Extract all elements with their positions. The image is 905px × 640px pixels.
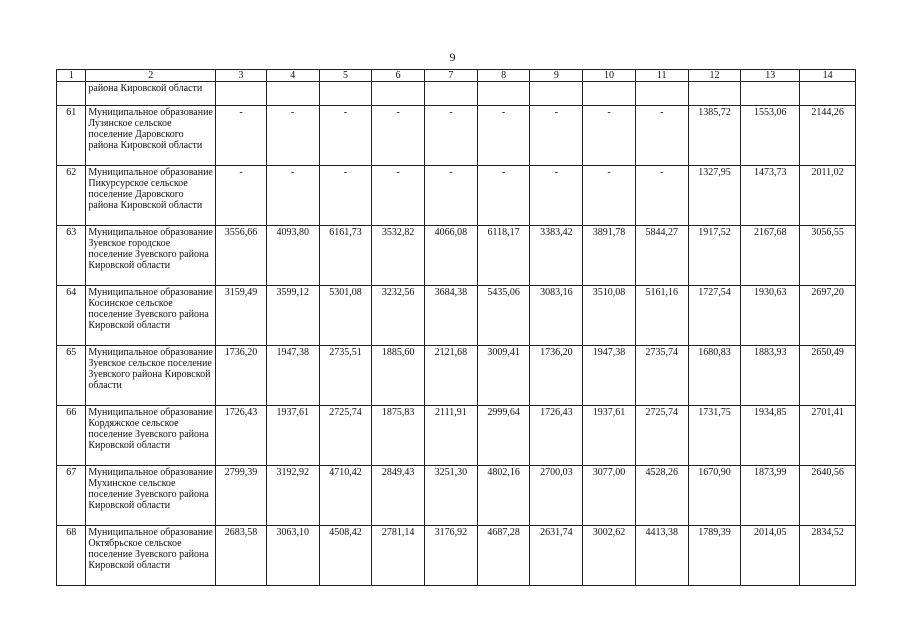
column-header: 9 [530,70,583,82]
value-cell: - [530,106,583,166]
value-cell: - [635,166,688,226]
value-cell: 1947,38 [583,346,636,406]
value-cell: - [635,106,688,166]
row-number-cell: 63 [57,226,86,286]
value-cell: 2781,14 [372,526,425,586]
row-number-cell: 68 [57,526,86,586]
page-number: 9 [449,50,456,64]
value-cell: 3891,78 [583,226,636,286]
value-cell: 1937,61 [266,406,319,466]
value-cell: 1947,38 [266,346,319,406]
value-cell: - [583,106,636,166]
value-cell: 2700,03 [530,466,583,526]
column-header: 14 [800,70,856,82]
value-cell: 1883,93 [741,346,800,406]
value-cell: 1553,06 [741,106,800,166]
value-cell: 2725,74 [635,406,688,466]
value-cell: 1934,85 [741,406,800,466]
value-cell: 2735,51 [319,346,372,406]
value-cell: - [319,106,372,166]
value-cell: 6118,17 [477,226,530,286]
value-cell: 3383,42 [530,226,583,286]
value-cell: 3077,00 [583,466,636,526]
value-cell: 4066,08 [425,226,478,286]
column-header: 2 [86,70,216,82]
value-cell: 4710,42 [319,466,372,526]
value-cell: 1680,83 [688,346,741,406]
value-cell: 3002,62 [583,526,636,586]
value-cell: - [372,106,425,166]
value-cell: 3056,55 [800,226,856,286]
row-number-cell [57,82,86,106]
value-cell: 1873,99 [741,466,800,526]
value-cell: 3556,66 [216,226,267,286]
value-cell: 3251,30 [425,466,478,526]
municipality-name-cell: Муниципальное образование Косинское сельское поселение Зуевского района Кировской области [86,286,216,346]
data-table [56,69,856,586]
value-cell: 3510,08 [583,286,636,346]
value-cell: 3083,16 [530,286,583,346]
column-header: 3 [216,70,267,82]
value-cell: - [477,166,530,226]
value-cell [216,82,267,106]
value-cell: 1789,39 [688,526,741,586]
value-cell: - [372,166,425,226]
municipality-name-cell: Муниципальное образование Октябрьское сельское поселение Зуевского района Кировской области [86,526,216,586]
value-cell: 2999,64 [477,406,530,466]
table-row [57,82,856,106]
value-cell: 3232,56 [372,286,425,346]
table-row [57,346,856,406]
table-body [57,70,856,586]
value-cell: 1731,75 [688,406,741,466]
value-cell: 1727,54 [688,286,741,346]
value-cell: 4802,16 [477,466,530,526]
value-cell [688,82,741,106]
row-number-cell: 64 [57,286,86,346]
column-header: 1 [57,70,86,82]
value-cell: - [530,166,583,226]
value-cell: 1670,90 [688,466,741,526]
value-cell: 4687,28 [477,526,530,586]
value-cell: 2631,74 [530,526,583,586]
value-cell [372,82,425,106]
value-cell: 3009,41 [477,346,530,406]
value-cell [319,82,372,106]
value-cell: - [266,106,319,166]
row-number-cell: 67 [57,466,86,526]
municipality-name-cell: района Кировской области [86,82,216,106]
table-row [57,166,856,226]
value-cell: 2011,02 [800,166,856,226]
value-cell: 3159,49 [216,286,267,346]
value-cell: - [477,106,530,166]
value-cell: 2144,26 [800,106,856,166]
value-cell: 1930,63 [741,286,800,346]
value-cell: 2014,05 [741,526,800,586]
value-cell: 2725,74 [319,406,372,466]
value-cell [635,82,688,106]
value-cell: 3684,38 [425,286,478,346]
column-header: 13 [741,70,800,82]
table-row [57,526,856,586]
value-cell: 2640,56 [800,466,856,526]
header-row [57,70,856,82]
value-cell: - [583,166,636,226]
value-cell: 1473,73 [741,166,800,226]
value-cell: - [425,166,478,226]
value-cell: 1917,52 [688,226,741,286]
value-cell: 5301,08 [319,286,372,346]
column-header: 11 [635,70,688,82]
value-cell: 6161,73 [319,226,372,286]
municipality-name-cell: Муниципальное образование Пикуpсурское сельское поселение Даровского района Кировской области [86,166,216,226]
value-cell: 5844,27 [635,226,688,286]
value-cell [477,82,530,106]
value-cell: 3599,12 [266,286,319,346]
column-header: 6 [372,70,425,82]
value-cell: - [216,106,267,166]
value-cell: 1327,95 [688,166,741,226]
value-cell: 2849,43 [372,466,425,526]
value-cell: 1726,43 [530,406,583,466]
value-cell: 1736,20 [216,346,267,406]
value-cell: 2121,68 [425,346,478,406]
value-cell: 2735,74 [635,346,688,406]
value-cell: 1736,20 [530,346,583,406]
column-header: 8 [477,70,530,82]
value-cell: 5161,16 [635,286,688,346]
column-header: 7 [425,70,478,82]
value-cell [266,82,319,106]
value-cell: - [266,166,319,226]
column-header: 12 [688,70,741,82]
value-cell: 2683,58 [216,526,267,586]
municipality-name-cell: Муниципальное образование Кордяжское сельское поселение Зуевского района Кировской области [86,406,216,466]
municipality-name-cell: Муниципальное образование Мухинское сельское поселение Зуевского района Кировской области [86,466,216,526]
value-cell: 1726,43 [216,406,267,466]
value-cell: 5435,06 [477,286,530,346]
value-cell: 3063,10 [266,526,319,586]
row-number-cell: 66 [57,406,86,466]
value-cell: 2799,39 [216,466,267,526]
value-cell: 1385,72 [688,106,741,166]
table-row [57,406,856,466]
row-number-cell: 62 [57,166,86,226]
table-row [57,286,856,346]
value-cell: - [216,166,267,226]
value-cell [530,82,583,106]
column-header: 10 [583,70,636,82]
value-cell: 3176,92 [425,526,478,586]
value-cell: 4093,80 [266,226,319,286]
column-header: 5 [319,70,372,82]
value-cell: 2701,41 [800,406,856,466]
value-cell: 3192,92 [266,466,319,526]
table-row [57,106,856,166]
value-cell: 1885,60 [372,346,425,406]
municipality-name-cell: Муниципальное образование Зуевское сельское поселение Зуевского района Кировской области [86,346,216,406]
value-cell: 1875,83 [372,406,425,466]
municipality-name-cell: Муниципальное образование Зуевское городское поселение Зуевского района Кировской области [86,226,216,286]
table-row [57,466,856,526]
value-cell: 2697,20 [800,286,856,346]
value-cell: - [319,166,372,226]
row-number-cell: 61 [57,106,86,166]
value-cell: 3532,82 [372,226,425,286]
value-cell [741,82,800,106]
value-cell: - [425,106,478,166]
value-cell [800,82,856,106]
value-cell: 2834,52 [800,526,856,586]
value-cell: 2650,49 [800,346,856,406]
value-cell: 4413,38 [635,526,688,586]
value-cell: 4528,26 [635,466,688,526]
column-header: 4 [266,70,319,82]
municipality-name-cell: Муниципальное образование Лузянское сельское поселение Даровского района Кировской области [86,106,216,166]
value-cell [583,82,636,106]
table-row [57,226,856,286]
value-cell: 2111,91 [425,406,478,466]
row-number-cell: 65 [57,346,86,406]
value-cell: 1937,61 [583,406,636,466]
value-cell [425,82,478,106]
value-cell: 4508,42 [319,526,372,586]
value-cell: 2167,68 [741,226,800,286]
